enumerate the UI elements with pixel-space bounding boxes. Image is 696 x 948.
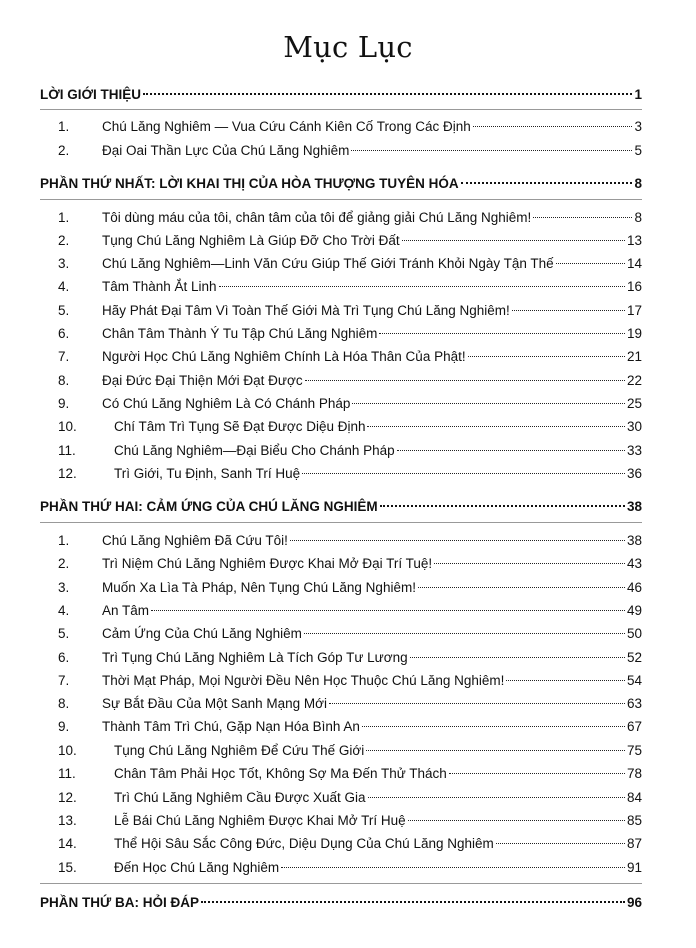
dot-leader <box>461 182 633 184</box>
toc-entry[interactable] <box>58 649 642 667</box>
entry-page-number: 14 <box>626 256 642 271</box>
entry-number: 14. <box>58 836 77 851</box>
entry-title: Chân Tâm Thành Ý Tu Tập Chú Lăng Nghiêm <box>102 326 378 341</box>
entry-number: 2. <box>58 556 70 571</box>
entry-number: 11. <box>58 766 76 781</box>
toc-entry[interactable] <box>58 232 642 250</box>
dot-leader <box>367 426 624 427</box>
section-title: PHẦN THỨ BA: HỎI ĐÁP <box>40 895 199 910</box>
entry-title: Có Chú Lăng Nghiêm Là Có Chánh Pháp <box>102 396 351 411</box>
entry-number: 8. <box>58 373 70 388</box>
entry-number: 1. <box>58 210 70 225</box>
dot-leader <box>290 540 625 541</box>
entry-page-number: 30 <box>626 419 642 434</box>
entry-number: 6. <box>58 650 70 665</box>
dot-leader <box>379 333 625 334</box>
dot-leader <box>219 286 625 287</box>
section-divider <box>40 109 642 110</box>
entry-title: An Tâm <box>102 603 150 618</box>
dot-leader <box>281 867 625 868</box>
dot-leader <box>151 610 625 611</box>
toc-section-heading[interactable] <box>40 498 642 516</box>
toc-entry[interactable] <box>58 695 642 713</box>
entry-title: Trì Chú Lăng Nghiêm Cầu Được Xuất Gia <box>114 790 366 805</box>
entry-page-number: 85 <box>626 813 642 828</box>
section-title: PHẦN THỨ HAI: CẢM ỨNG CỦA CHÚ LĂNG NGHIÊM <box>40 499 378 514</box>
entry-page-number: 84 <box>626 790 642 805</box>
entry-title: Trì Niệm Chú Lăng Nghiêm Được Khai Mở Đại Trí Tuệ! <box>102 556 433 571</box>
entry-page-number: 17 <box>626 303 642 318</box>
dot-leader <box>397 450 625 451</box>
entry-number: 5. <box>58 303 70 318</box>
entry-number: 12. <box>58 466 77 481</box>
toc-entry[interactable] <box>58 812 642 830</box>
entry-page-number: 63 <box>626 696 642 711</box>
toc-section-heading[interactable] <box>40 175 642 193</box>
section-title: LỜI GIỚI THIỆU <box>40 87 142 102</box>
dot-leader <box>473 126 633 127</box>
dot-leader <box>380 505 625 507</box>
toc-entry[interactable] <box>58 602 642 620</box>
entry-title: Muốn Xa Lìa Tà Pháp, Nên Tụng Chú Lăng Nghiêm! <box>102 580 416 595</box>
entry-number: 13. <box>58 813 77 828</box>
entry-page-number: 87 <box>626 836 642 851</box>
entry-number: 7. <box>58 349 70 364</box>
dot-leader <box>368 797 625 798</box>
toc-entry[interactable] <box>58 625 642 643</box>
entry-title: Đến Học Chú Lăng Nghiêm <box>114 860 280 875</box>
entry-page-number: 50 <box>626 626 642 641</box>
toc-entry[interactable] <box>58 348 642 366</box>
toc-entry[interactable] <box>58 302 642 320</box>
toc-entry[interactable] <box>58 765 642 783</box>
entry-number: 3. <box>58 256 70 271</box>
dot-leader <box>362 726 625 727</box>
dot-leader <box>556 263 625 264</box>
entry-page-number: 67 <box>626 719 642 734</box>
toc-entry[interactable] <box>58 465 642 483</box>
entry-page-number: 22 <box>626 373 642 388</box>
toc-entry[interactable] <box>58 118 642 136</box>
entry-number: 10. <box>58 743 77 758</box>
entry-page-number: 54 <box>626 673 642 688</box>
entry-title: Chú Lăng Nghiêm — Vua Cứu Cánh Kiên Cố Trong Các Định <box>102 119 471 134</box>
entry-number: 2. <box>58 143 70 158</box>
dot-leader <box>352 403 625 404</box>
entry-title: Chú Lăng Nghiêm—Linh Văn Cứu Giúp Thế Giới Tránh Khỏi Ngày Tận Thế <box>102 256 554 271</box>
dot-leader <box>351 150 632 151</box>
toc-section-heading[interactable] <box>40 86 642 104</box>
entry-number: 3. <box>58 580 70 595</box>
entry-number: 15. <box>58 860 77 875</box>
dot-leader <box>304 633 625 634</box>
dot-leader <box>329 703 625 704</box>
dot-leader <box>408 820 625 821</box>
entry-page-number: 25 <box>626 396 642 411</box>
entry-page-number: 46 <box>626 580 642 595</box>
entry-title: Trì Giới, Tu Định, Sanh Trí Huệ <box>114 466 301 481</box>
entry-page-number: 75 <box>626 743 642 758</box>
entry-title: Hãy Phát Đại Tâm Vì Toàn Thế Giới Mà Trì Tụng Chú Lăng Nghiêm! <box>102 303 510 318</box>
entry-title: Tôi dùng máu của tôi, chân tâm của tôi để giảng giải Chú Lăng Nghiêm! <box>102 210 532 225</box>
entry-number: 1. <box>58 119 70 134</box>
entry-number: 11. <box>58 443 76 458</box>
toc-entry[interactable] <box>58 672 642 690</box>
entry-title: Thể Hội Sâu Sắc Công Đức, Diệu Dụng Của Chú Lăng Nghiêm <box>114 836 494 851</box>
entry-number: 4. <box>58 603 70 618</box>
entry-page-number: 16 <box>626 279 642 294</box>
dot-leader <box>410 657 625 658</box>
toc-entry[interactable] <box>58 742 642 760</box>
toc-entry[interactable] <box>58 209 642 227</box>
toc-entry[interactable] <box>58 325 642 343</box>
entry-number: 6. <box>58 326 70 341</box>
dot-leader <box>143 93 632 95</box>
toc-entry[interactable] <box>58 532 642 550</box>
entry-title: Cảm Ứng Của Chú Lăng Nghiêm <box>102 626 302 641</box>
toc-entry[interactable] <box>58 142 642 160</box>
entry-title: Trì Tụng Chú Lăng Nghiêm Là Tích Góp Tư Lương <box>102 650 408 665</box>
entry-number: 10. <box>58 419 77 434</box>
entry-number: 4. <box>58 279 70 294</box>
toc-entry[interactable] <box>58 789 642 807</box>
entry-number: 8. <box>58 696 70 711</box>
entry-title: Tụng Chú Lăng Nghiêm Để Cứu Thế Giới <box>114 743 365 758</box>
entry-title: Chú Lăng Nghiêm—Đại Biểu Cho Chánh Pháp <box>114 443 395 458</box>
entry-page-number: 91 <box>626 860 642 875</box>
entry-page-number: 8 <box>634 210 642 225</box>
toc-entry[interactable] <box>58 395 642 413</box>
section-page-number: 38 <box>626 499 642 514</box>
dot-leader <box>402 240 625 241</box>
section-divider <box>40 883 642 884</box>
section-page-number: 1 <box>634 87 642 102</box>
entry-page-number: 33 <box>626 443 642 458</box>
section-page-number: 8 <box>634 176 642 191</box>
entry-page-number: 78 <box>626 766 642 781</box>
dot-leader <box>366 750 625 751</box>
toc-entry[interactable] <box>58 579 642 597</box>
entry-title: Chân Tâm Phải Học Tốt, Không Sợ Ma Đến Thử Thách <box>114 766 447 781</box>
dot-leader <box>418 587 625 588</box>
section-title: PHẦN THỨ NHẤT: LỜI KHAI THỊ CỦA HÒA THƯỢNG TUYÊN HÓA <box>40 176 459 191</box>
toc-entry[interactable] <box>58 442 642 460</box>
entry-title: Đại Đức Đại Thiện Mới Đạt Được <box>102 373 303 388</box>
dot-leader <box>449 773 625 774</box>
entry-page-number: 5 <box>634 143 642 158</box>
entry-title: Chí Tâm Trì Tụng Sẽ Đạt Được Diệu Định <box>114 419 366 434</box>
dot-leader <box>496 843 625 844</box>
toc-entry[interactable] <box>58 418 642 436</box>
entry-title: Tâm Thành Ắt Linh <box>102 279 217 294</box>
dot-leader <box>512 310 625 311</box>
dot-leader <box>468 356 625 357</box>
entry-number: 7. <box>58 673 70 688</box>
entry-title: Thành Tâm Trì Chú, Gặp Nạn Hóa Bình An <box>102 719 360 734</box>
dot-leader <box>506 680 625 681</box>
dot-leader <box>434 563 625 564</box>
entry-number: 9. <box>58 719 70 734</box>
entry-title: Đại Oai Thần Lực Của Chú Lăng Nghiêm <box>102 143 350 158</box>
entry-title: Thời Mạt Pháp, Mọi Người Đều Nên Học Thuộc Chú Lăng Nghiêm! <box>102 673 505 688</box>
dot-leader <box>201 901 625 903</box>
entry-page-number: 21 <box>626 349 642 364</box>
dot-leader <box>305 380 625 381</box>
entry-number: 1. <box>58 533 70 548</box>
toc-entry[interactable] <box>58 555 642 573</box>
entry-title: Chú Lăng Nghiêm Đã Cứu Tôi! <box>102 533 288 548</box>
dot-leader <box>302 473 625 474</box>
entry-page-number: 52 <box>626 650 642 665</box>
entry-page-number: 3 <box>634 119 642 134</box>
entry-page-number: 49 <box>626 603 642 618</box>
entry-number: 5. <box>58 626 70 641</box>
entry-page-number: 36 <box>626 466 642 481</box>
dot-leader <box>533 217 632 218</box>
entry-title: Tụng Chú Lăng Nghiêm Là Giúp Đỡ Cho Trời Đất <box>102 233 400 248</box>
entry-number: 2. <box>58 233 70 248</box>
toc-entry[interactable] <box>58 278 642 296</box>
page-title: Mục Lục <box>283 30 413 64</box>
toc-entry[interactable] <box>58 372 642 390</box>
toc-entry[interactable] <box>58 859 642 877</box>
toc-entry[interactable] <box>58 718 642 736</box>
toc-entry[interactable] <box>58 835 642 853</box>
toc-entry[interactable] <box>58 255 642 273</box>
toc-section-heading[interactable] <box>40 894 642 912</box>
entry-page-number: 13 <box>626 233 642 248</box>
entry-title: Người Học Chú Lăng Nghiêm Chính Là Hóa Thân Của Phật! <box>102 349 466 364</box>
entry-number: 12. <box>58 790 77 805</box>
entry-page-number: 19 <box>626 326 642 341</box>
entry-title: Lễ Bái Chú Lăng Nghiêm Được Khai Mở Trí Huệ <box>114 813 406 828</box>
entry-page-number: 43 <box>626 556 642 571</box>
entry-page-number: 38 <box>626 533 642 548</box>
entry-number: 9. <box>58 396 70 411</box>
section-divider <box>40 522 642 523</box>
section-divider <box>40 199 642 200</box>
entry-title: Sự Bắt Đầu Của Một Sanh Mạng Mới <box>102 696 327 711</box>
section-page-number: 96 <box>626 895 642 910</box>
